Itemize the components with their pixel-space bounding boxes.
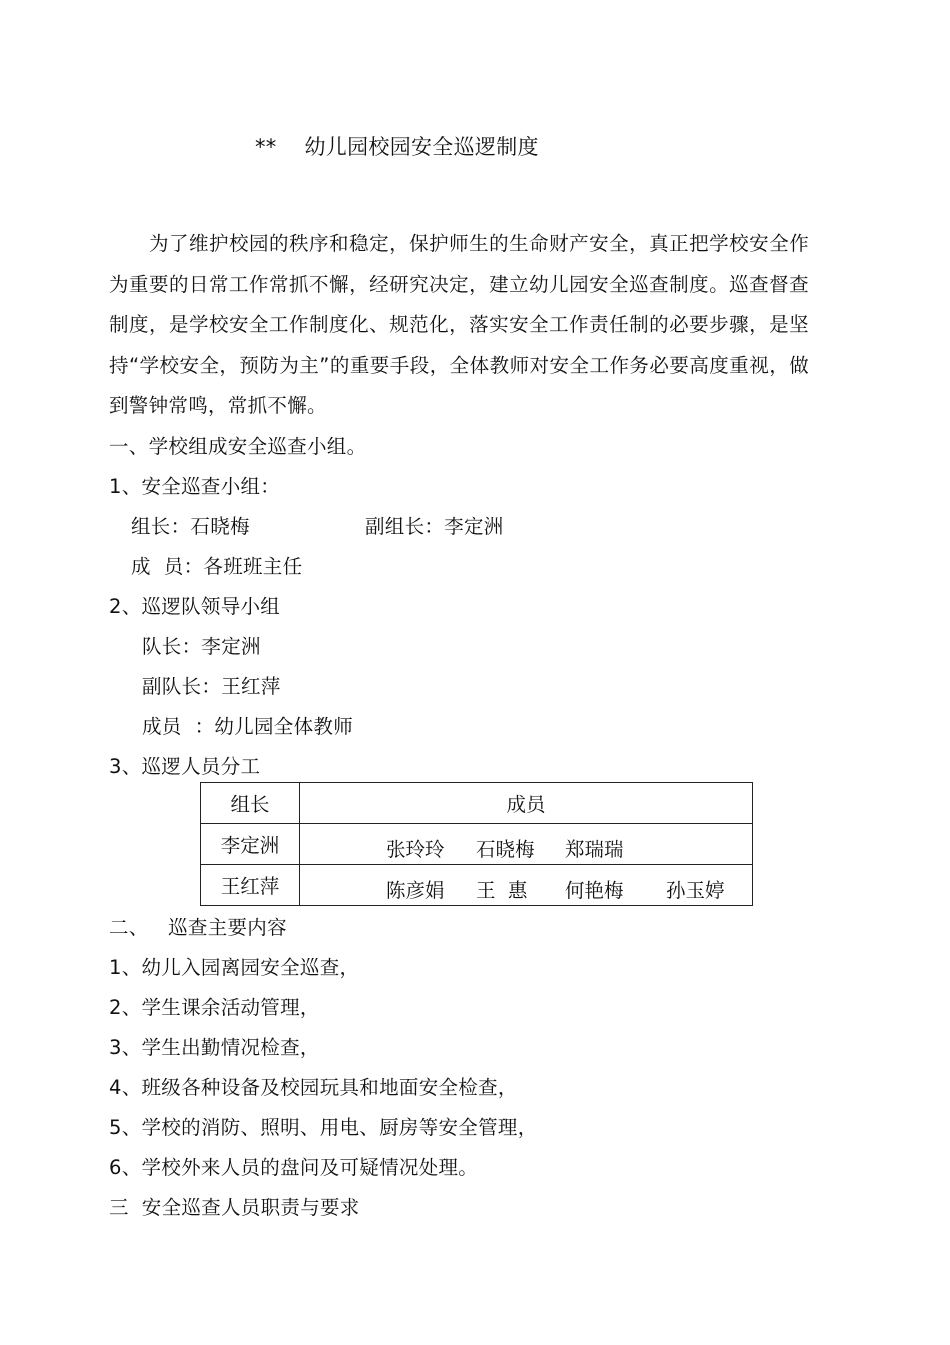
member-name: 陈彦娟 xyxy=(386,879,445,902)
item3-heading: 3、巡逻人员分工 xyxy=(109,755,261,778)
table-header-row xyxy=(201,783,753,824)
patrol-table xyxy=(200,782,753,906)
header-members: 成员 xyxy=(300,783,753,824)
list-item: 3、学生出勤情况检查， xyxy=(109,1036,320,1059)
item2-heading: 2、巡逻队领导小组 xyxy=(109,595,281,618)
section2-heading: 二、 巡查主要内容 xyxy=(109,916,287,939)
list-item: 6、学校外来人员的盘问及可疑情况处理。 xyxy=(109,1156,479,1179)
intro-paragraph: 为了维护校园的秩序和稳定，保护师生的生命财产安全，真正把学校安全作为重要的日常工作常抓不懈，经研究决定，建立幼儿园安全巡查制度。巡查督查制度，是学校安全工作制度化、规范化，落实安全工作责任制的必要步骤，是坚持“学校安全，预防为主”的重要手段，全体教师对安全工作务必要高度重视，做到警钟常鸣，常抓不懈。 xyxy=(109,232,809,417)
member-name: 郑瑞瑞 xyxy=(565,838,624,861)
list-item: 4、班级各种设备及校园玩具和地面安全检查， xyxy=(109,1076,518,1099)
member-name: 王 惠 xyxy=(476,879,528,902)
member-name: 张玲玲 xyxy=(386,838,445,861)
page-title: ** 幼儿园校园安全巡逻制度 xyxy=(255,135,539,159)
table-row xyxy=(201,865,753,906)
row-members xyxy=(300,824,753,865)
group-vice-leader: 副组长：李定洲 xyxy=(365,515,504,538)
team-vice-captain: 副队长：王红萍 xyxy=(142,675,281,698)
member-name: 石晓梅 xyxy=(476,838,535,861)
row-leader: 王红萍 xyxy=(201,865,300,906)
table-row xyxy=(201,824,753,865)
member-name: 何艳梅 xyxy=(565,879,624,902)
header-leader: 组长 xyxy=(201,783,300,824)
item1-heading: 1、安全巡查小组： xyxy=(109,475,281,498)
section1-heading: 一、学校组成安全巡查小组。 xyxy=(109,435,367,458)
team-members: 成员 ：幼儿园全体教师 xyxy=(142,715,353,738)
list-item: 5、学校的消防、照明、用电、厨房等安全管理， xyxy=(109,1116,538,1139)
member-name: 孙玉婷 xyxy=(666,879,725,902)
row-leader: 李定洲 xyxy=(201,824,300,865)
row-members xyxy=(300,865,753,906)
list-item: 1、幼儿入园离园安全巡查， xyxy=(109,956,360,979)
team-captain: 队长：李定洲 xyxy=(142,635,261,658)
list-item: 2、学生课余活动管理， xyxy=(109,996,320,1019)
section3-heading: 三 安全巡查人员职责与要求 xyxy=(109,1196,360,1219)
group-members: 成 员：各班班主任 xyxy=(131,555,303,578)
group-leader: 组长：石晓梅 xyxy=(131,515,250,538)
